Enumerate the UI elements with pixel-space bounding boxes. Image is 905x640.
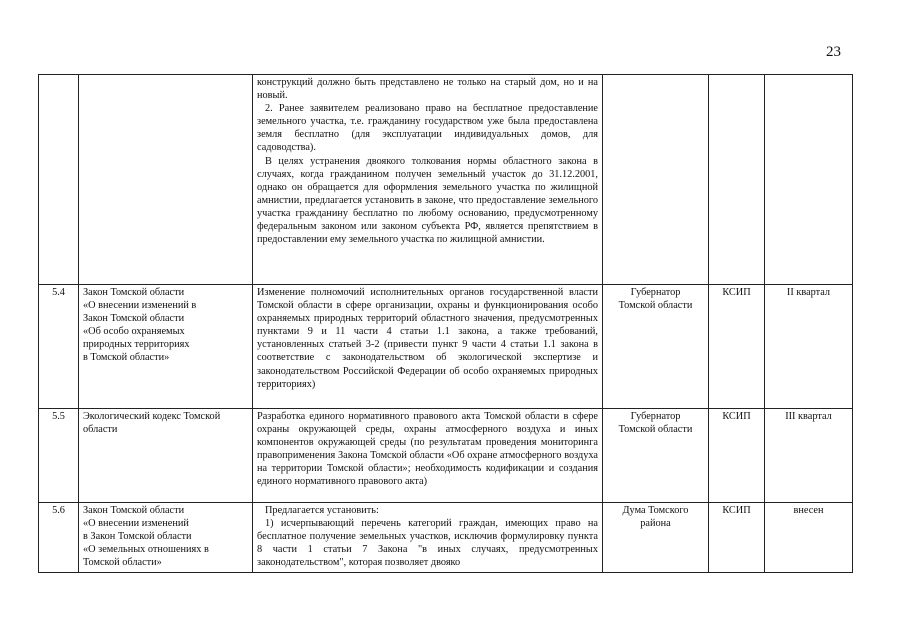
row-number: 5.6 xyxy=(39,503,79,573)
law-title-line: в Закон Томской области xyxy=(83,531,192,543)
description-paragraph: Предлагается установить: xyxy=(265,505,379,516)
responsible xyxy=(603,75,709,285)
responsible-line: Дума Томского xyxy=(622,505,689,516)
description-paragraph: 2. Ранее заявителем реализовано право на бесплатное предоставление земельного участка, т.е. гражданину государством уже была предоставлена земля бесплатно (для эксплуатации индивидуальных домов, для садоводства). xyxy=(257,103,598,154)
table-row xyxy=(39,409,853,503)
law-title-line: «Об особо охраняемых xyxy=(83,326,185,338)
table-row xyxy=(39,75,853,285)
initiative-form: КСИП xyxy=(709,503,765,573)
law-title-line: Закон Томской области xyxy=(83,287,185,298)
description-paragraph: конструкций должно быть представлено не только на старый дом, но и на новый. xyxy=(257,77,598,102)
law-title xyxy=(79,285,253,409)
law-title-line: области xyxy=(83,424,118,436)
row-number xyxy=(39,75,79,285)
row-number: 5.5 xyxy=(39,409,79,503)
page-number: 23 xyxy=(826,44,841,60)
responsible-line: Томской области xyxy=(618,424,693,436)
law-title-line: «О внесении изменений xyxy=(83,518,189,530)
description xyxy=(253,285,603,409)
description-paragraph: 1) исчерпывающий перечень категорий граждан, имеющих право на бесплатное получение земельных участков, исключив формулировку пункта 8 части 1 статьи 7 Закона "в иных случаях, предусмотренных законодательством", которая позволяет двояко xyxy=(257,518,598,569)
law-title-line: Томской области» xyxy=(83,557,162,569)
responsible xyxy=(603,409,709,503)
initiative-form xyxy=(709,75,765,285)
responsible-line: Томской области xyxy=(618,300,693,312)
law-title xyxy=(79,503,253,573)
law-title xyxy=(79,75,253,285)
law-title-line: Закон Томской области xyxy=(83,505,185,516)
law-title xyxy=(79,409,253,503)
initiative-form: КСИП xyxy=(709,285,765,409)
table-row xyxy=(39,285,853,409)
term: внесен xyxy=(765,503,853,573)
responsible xyxy=(603,285,709,409)
description-paragraph: Разработка единого нормативного правового акта Томской области в сфере охраны окружающей среды, охраны атмосферного воздуха и иных компонентов окружающей среды (по результатам проведения мониторинга правоприменения Закона Томской области «Об охране атмосферного воздуха на территории Томской области»; необходимость кодификации и создания единого нормативного правового акта) xyxy=(257,411,598,488)
law-title-line: «О земельных отношениях в xyxy=(83,544,209,556)
table-row xyxy=(39,503,853,573)
responsible-line: района xyxy=(640,518,671,530)
term: II квартал xyxy=(765,285,853,409)
responsible-line: Губернатор xyxy=(630,287,681,298)
description-paragraph: Изменение полномочий исполнительных органов государственной власти Томской области в сфере организации, охраны и функционирования особо охраняемых природных территорий областного значения, предусмотренных пунктами 9 и 11 части 4 статьи 1.1 закона, а также требований, установленных статьей 3-2 (привести пункт 9 части 4 статьи 1.1 закона в соответствие с законодательством об экологической экспертизе и законодательством Российской Федерации об особо охраняемых природных территориях) xyxy=(257,287,598,390)
law-title-line: «О внесении изменений в xyxy=(83,300,197,312)
law-title-line: в Томской области» xyxy=(83,352,170,364)
description-paragraph: В целях устранения двоякого толкования нормы областного закона в случаях, когда гражданином получен земельный участок до 31.12.2001, однако он обращается для оформления земельного участка по жилищной амнистии, предлагается установить в законе, что предоставление земельного участка гражданину бесплатно по любому основанию, предусмотренному федеральным законом или законом субъекта РФ, является препятствием в предоставлении ему земельного участка по жилищной амнистии. xyxy=(257,155,598,246)
initiative-form: КСИП xyxy=(709,409,765,503)
row-number: 5.4 xyxy=(39,285,79,409)
law-title-line: Закон Томской области xyxy=(83,313,185,325)
legislation-plan-table xyxy=(38,74,853,573)
term xyxy=(765,75,853,285)
description xyxy=(253,409,603,503)
responsible xyxy=(603,503,709,573)
law-title-line: природных территориях xyxy=(83,339,190,351)
description xyxy=(253,75,603,285)
term: III квартал xyxy=(765,409,853,503)
law-title-line: Экологический кодекс Томской xyxy=(83,411,221,422)
responsible-line: Губернатор xyxy=(630,411,681,422)
description xyxy=(253,503,603,573)
